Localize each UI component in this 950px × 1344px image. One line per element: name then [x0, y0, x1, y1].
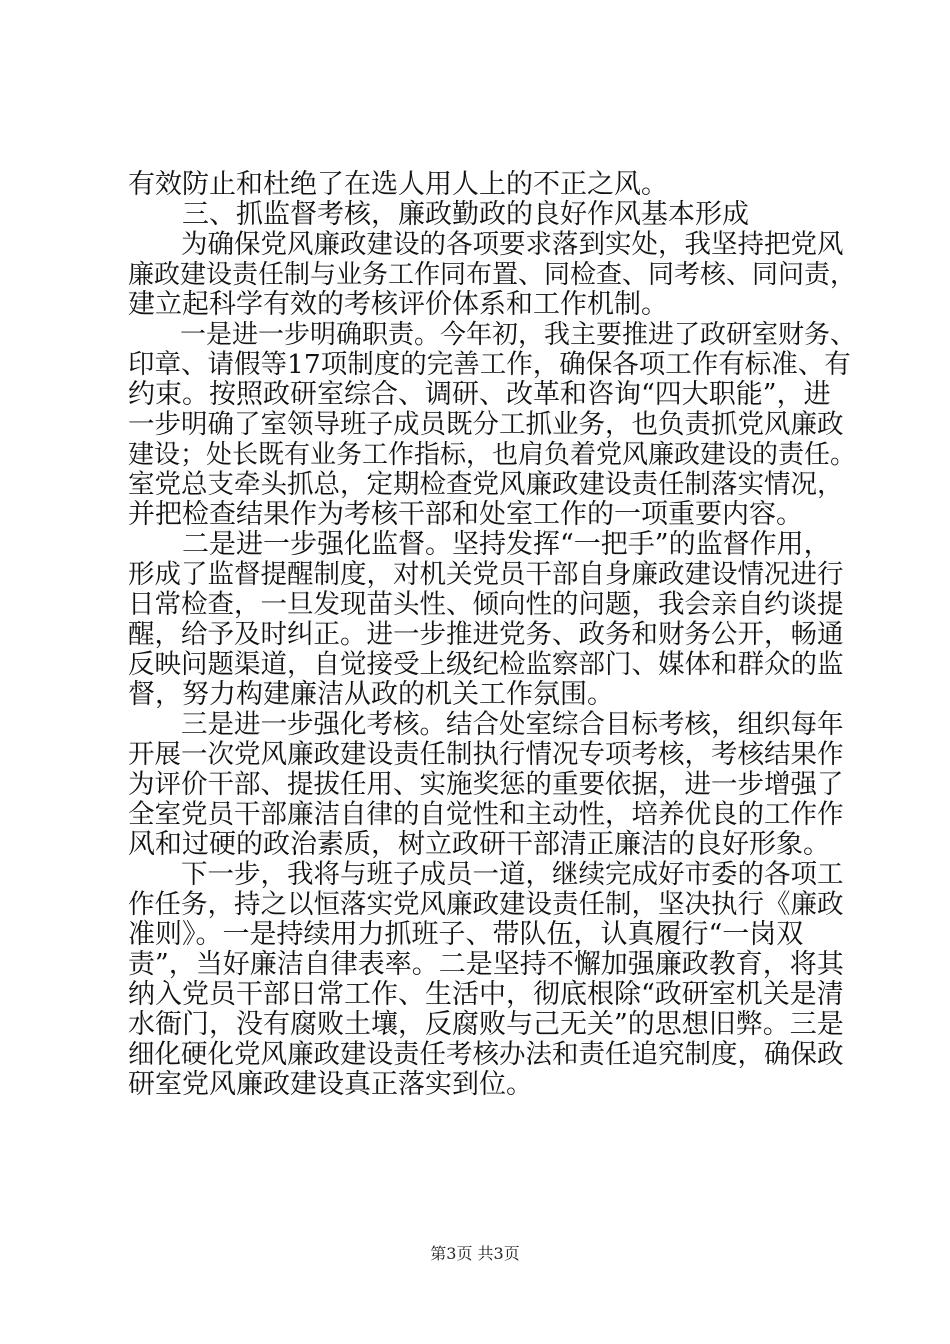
text-line: 形成了监督提醒制度，对机关党员干部自身廉政建设情况进行: [128, 559, 844, 590]
text-line: 并把检查结果作为考核干部和处室工作的一项重要内容。: [128, 499, 803, 530]
document-body: [128, 170, 856, 1100]
text-line: 研室党风廉政建设真正落实到位。: [128, 1069, 533, 1100]
page-footer: 第3页 共3页: [430, 1244, 520, 1263]
text-line: 一是进一步明确职责。今年初，我主要推进了政研室财务、: [128, 320, 857, 350]
text-line: 作任务，持之以恒落实党风廉政建设责任制，坚决执行《廉政: [128, 889, 844, 920]
text-line: 纳入党员干部日常工作、生活中，彻底根除“政研室机关是清: [128, 979, 844, 1010]
text-line: 水衙门，没有腐败土壤，反腐败与己无关”的思想旧弊。三是: [128, 1009, 844, 1040]
text-line: 风和过硬的政治素质，树立政研干部清正廉洁的良好形象。: [128, 829, 830, 860]
text-line: 日常检查，一旦发现苗头性、倾向性的问题，我会亲自约谈提: [128, 589, 844, 620]
text-line: 三、抓监督考核，廉政勤政的良好作风基本形成: [128, 199, 749, 230]
text-line: 有效防止和杜绝了在选人用人上的不正之风。: [128, 169, 668, 200]
text-line: 督，努力构建廉洁从政的机关工作氛围。: [128, 679, 614, 710]
text-line: 为评价干部、提拔任用、实施奖惩的重要依据，进一步增强了: [128, 769, 844, 800]
text-line: 准则》。一是持续用力抓班子、带队伍，认真履行“一岗双: [128, 919, 804, 950]
text-line: 一步明确了室领导班子成员既分工抓业务，也负责抓党风廉政: [128, 409, 844, 440]
text-line: 开展一次党风廉政建设责任制执行情况专项考核，考核结果作: [128, 739, 844, 770]
text-line: 全室党员干部廉洁自律的自觉性和主动性，培养优良的工作作: [128, 799, 844, 830]
text-line: 为确保党风廉政建设的各项要求落到实处，我坚持把党风: [128, 229, 844, 260]
text-line: 建立起科学有效的考核评价体系和工作机制。: [128, 289, 668, 320]
text-line: 责”，当好廉洁自律表率。二是坚持不懈加强廉政教育，将其: [128, 949, 844, 980]
text-line: 约束。按照政研室综合、调研、改革和咨询“四大职能”，进: [128, 379, 831, 410]
text-line: 建设；处长既有业务工作指标，也肩负着党风廉政建设的责任。: [128, 440, 857, 470]
text-line: 细化硬化党风廉政建设责任考核办法和责任追究制度，确保政: [128, 1039, 844, 1070]
text-line: 室党总支牵头抓总，定期检查党风廉政建设责任制落实情况，: [128, 469, 844, 500]
text-line: 廉政建设责任制与业务工作同布置、同检查、同考核、同问责，: [128, 260, 857, 290]
text-line: 印章、请假等17项制度的完善工作，确保各项工作有标准、有: [128, 349, 851, 380]
text-line: 二是进一步强化监督。坚持发挥“一把手”的监督作用，: [128, 529, 831, 560]
text-line: 反映问题渠道，自觉接受上级纪检监察部门、媒体和群众的监: [128, 649, 844, 680]
text-line: 三是进一步强化考核。结合处室综合目标考核，组织每年: [128, 709, 844, 740]
text-line: 下一步，我将与班子成员一道，继续完成好市委的各项工: [128, 859, 844, 890]
text-line: 醒，给予及时纠正。进一步推进党务、政务和财务公开，畅通: [128, 619, 844, 650]
